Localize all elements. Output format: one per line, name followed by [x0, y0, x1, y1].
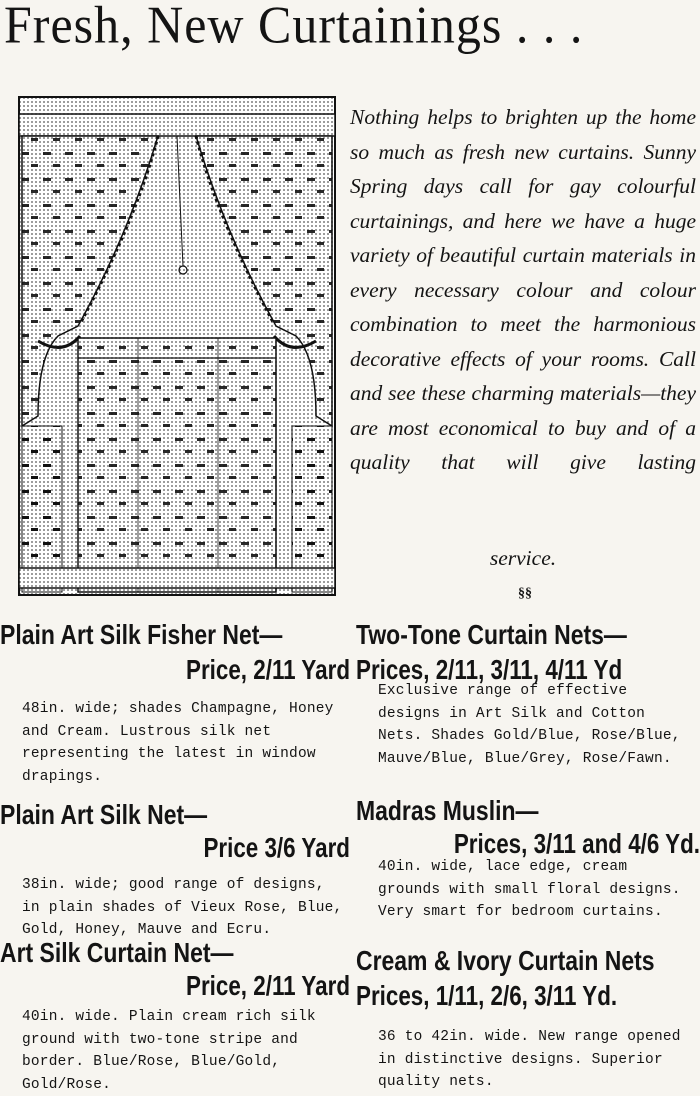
curtained-window-icon — [18, 96, 336, 596]
product-description: Exclusive range of effective designs in Art Silk and Cotton Nets. Shades Gold/Blue, Rose/Blue, Mauve/Blue, Blue/Grey, Rose/Fawn. — [378, 683, 681, 767]
product-cream-ivory-curtain-nets — [356, 945, 700, 1090]
product-price: Price 3/6 Yard — [203, 832, 350, 863]
product-description: 40in. wide. Plain cream rich silk ground with two-tone stripe and border. Blue/Rose, Blue/Gold, Gold/Rose. — [22, 1009, 316, 1093]
intro-paragraph: Nothing helps to brighten up the home so much as fresh new curtains. Sunny Spring days call for gay colourful curtainings, and here we have a huge variety of beautiful curtain materials in every necessary colour and colour combination to meet the harmonious decorative effects of your rooms. Call and see these charming materials—they are most economical to buy and of a quality that will give lasting — [350, 105, 696, 474]
product-madras-muslin — [356, 795, 700, 920]
product-description: 40in. wide, lace edge, cream grounds with small floral designs. Very smart for bedroom curtains. — [378, 859, 681, 920]
product-two-tone-curtain-nets — [356, 619, 700, 767]
product-title: Plain Art Silk Fisher Net— — [0, 619, 283, 650]
product-price: Price, 2/11 Yard — [186, 654, 350, 685]
product-plain-art-silk-fisher-net — [0, 619, 350, 785]
product-price: Prices, 3/11 and 4/6 Yd. — [453, 828, 700, 859]
section-divider: §§ — [518, 586, 532, 601]
product-description: 38in. wide; good range of designs, in plain shades of Vieux Rose, Blue, Gold, Honey, Mauve and Ecru. — [22, 877, 343, 938]
product-title: Two-Tone Curtain Nets— — [356, 619, 627, 650]
product-price: Prices, 2/11, 3/11, 4/11 Yd — [356, 654, 623, 685]
product-title: Plain Art Silk Net— — [0, 799, 208, 830]
product-plain-art-silk-net — [0, 799, 350, 938]
product-art-silk-curtain-net — [0, 937, 350, 1093]
headline: Fresh, New Curtainings . . . — [4, 0, 584, 54]
product-title: Cream & Ivory Curtain Nets — [356, 945, 655, 976]
product-price: Price, 2/11 Yard — [186, 970, 350, 1001]
product-title: Art Silk Curtain Net— — [0, 937, 234, 968]
product-title: Madras Muslin— — [356, 795, 539, 826]
product-description: 48in. wide; shades Champagne, Honey and Cream. Lustrous silk net representing the latest in window drapings. — [22, 701, 334, 785]
intro-last-line: service. — [489, 546, 557, 570]
product-description: 36 to 42in. wide. New range opened in distinctive designs. Superior quality nets. — [378, 1029, 681, 1090]
product-price: Prices, 1/11, 2/6, 3/11 Yd. — [356, 980, 618, 1011]
